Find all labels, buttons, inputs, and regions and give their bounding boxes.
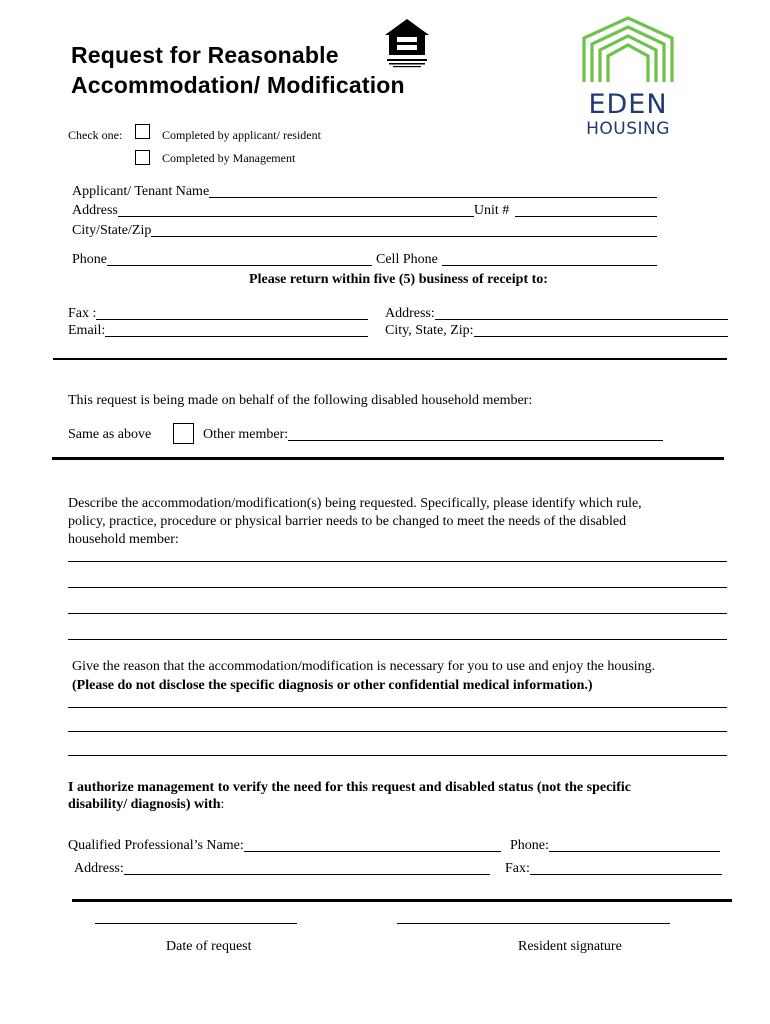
describe-line-3: household member: <box>68 532 179 547</box>
describe-line-2: policy, practice, procedure or physical barrier needs to be changed to meet the needs of the disabled <box>68 514 627 529</box>
check-one-label: Check one: <box>68 128 123 142</box>
reason-line-2: (Please do not disclose the specific diagnosis or other confidential medical information.) <box>72 678 593 693</box>
professional-address-label: Address: <box>74 861 124 876</box>
return-city-row <box>385 322 728 340</box>
professional-fax-label: Fax: <box>505 861 530 876</box>
address-field[interactable] <box>118 216 474 217</box>
other-member-field[interactable] <box>288 440 663 441</box>
unit-label: Unit # <box>473 203 510 218</box>
describe-line-1: Describe the accommodation/modification(s) being requested. Specifically, please identify which rule, <box>68 496 642 511</box>
other-member-row <box>203 426 663 444</box>
professional-phone-field[interactable] <box>549 851 720 852</box>
page-title <box>71 40 405 100</box>
same-as-above-label: Same as above <box>68 427 152 442</box>
professional-phone-label: Phone: <box>510 838 549 853</box>
describe-answer-line[interactable] <box>68 639 727 640</box>
other-member-label: Other member: <box>203 427 289 442</box>
professional-phone-row <box>510 837 720 855</box>
return-address-row <box>385 305 728 323</box>
resident-signature-field[interactable] <box>397 923 670 924</box>
describe-instructions <box>68 495 728 549</box>
return-heading: Please return within five (5) business of receipt to: <box>249 272 548 287</box>
return-email-row <box>68 322 368 340</box>
phone-row <box>72 251 657 269</box>
reason-answer-line[interactable] <box>68 707 727 708</box>
member-text: This request is being made on behalf of the following disabled household member: <box>68 393 533 408</box>
professional-name-field[interactable] <box>244 851 501 852</box>
logo-eden-text: EDEN <box>588 89 668 120</box>
section-divider <box>72 899 732 902</box>
same-as-above-checkbox[interactable] <box>173 423 194 444</box>
cell-phone-field[interactable] <box>442 265 657 266</box>
title-line-1: Request for Reasonable <box>71 42 339 68</box>
city-label: City/State/Zip <box>72 223 152 238</box>
reason-line-1: Give the reason that the accommodation/modification is necessary for you to use and enjoy the housing. <box>72 659 656 674</box>
unit-field[interactable] <box>515 216 657 217</box>
professional-fax-field[interactable] <box>530 874 722 875</box>
professional-name-row <box>68 837 501 855</box>
address-row <box>72 202 657 220</box>
date-of-request-label: Date of request <box>166 939 252 954</box>
logo-housing-text: HOUSING <box>586 119 670 139</box>
section-divider <box>52 457 724 460</box>
professional-name-label: Qualified Professional’s Name: <box>68 838 244 853</box>
address-label: Address <box>72 203 118 218</box>
reason-answer-line[interactable] <box>68 755 727 756</box>
phone-field[interactable] <box>107 265 372 266</box>
return-fax-field[interactable] <box>96 319 368 320</box>
return-email-label: Email: <box>68 323 106 338</box>
management-checkbox[interactable] <box>135 150 150 165</box>
authorize-line-1: I authorize management to verify the need for this request and disabled status (not the specific <box>68 780 631 795</box>
resident-signature-label: Resident signature <box>518 939 622 954</box>
return-address-field[interactable] <box>435 319 728 320</box>
city-row <box>72 222 657 240</box>
option-management-label: Completed by Management <box>162 151 296 165</box>
professional-address-field[interactable] <box>124 874 490 875</box>
return-fax-row <box>68 305 368 323</box>
house-outline-icon <box>578 16 678 84</box>
authorize-colon: : <box>220 797 225 812</box>
option-applicant-label: Completed by applicant/ resident <box>162 128 321 142</box>
return-address-label: Address: <box>385 306 435 321</box>
reason-answer-line[interactable] <box>68 731 727 732</box>
describe-answer-line[interactable] <box>68 587 727 588</box>
city-field[interactable] <box>151 236 657 237</box>
eden-housing-logo <box>578 16 678 141</box>
applicant-name-field[interactable] <box>209 197 657 198</box>
return-email-field[interactable] <box>105 336 368 337</box>
authorize-line-2-wrap <box>68 796 224 814</box>
title-line-2: Accommodation/ Modification <box>71 72 405 98</box>
equal-housing-opportunity-logo <box>383 17 431 69</box>
date-of-request-field[interactable] <box>95 923 297 924</box>
applicant-name-row <box>72 183 657 201</box>
describe-answer-line[interactable] <box>68 613 727 614</box>
describe-answer-line[interactable] <box>68 561 727 562</box>
applicant-checkbox[interactable] <box>135 124 150 139</box>
professional-address-row <box>74 860 490 878</box>
return-fax-label: Fax : <box>68 306 97 321</box>
section-divider <box>53 358 727 360</box>
cell-phone-label: Cell Phone <box>376 252 438 267</box>
phone-label: Phone <box>72 252 107 267</box>
professional-fax-row <box>505 860 722 878</box>
return-city-label: City, State, Zip: <box>385 323 474 338</box>
return-city-field[interactable] <box>474 336 728 337</box>
applicant-name-label: Applicant/ Tenant Name <box>72 184 210 199</box>
authorize-line-2: disability/ diagnosis) with <box>68 797 221 812</box>
equal-housing-icon <box>383 17 431 69</box>
